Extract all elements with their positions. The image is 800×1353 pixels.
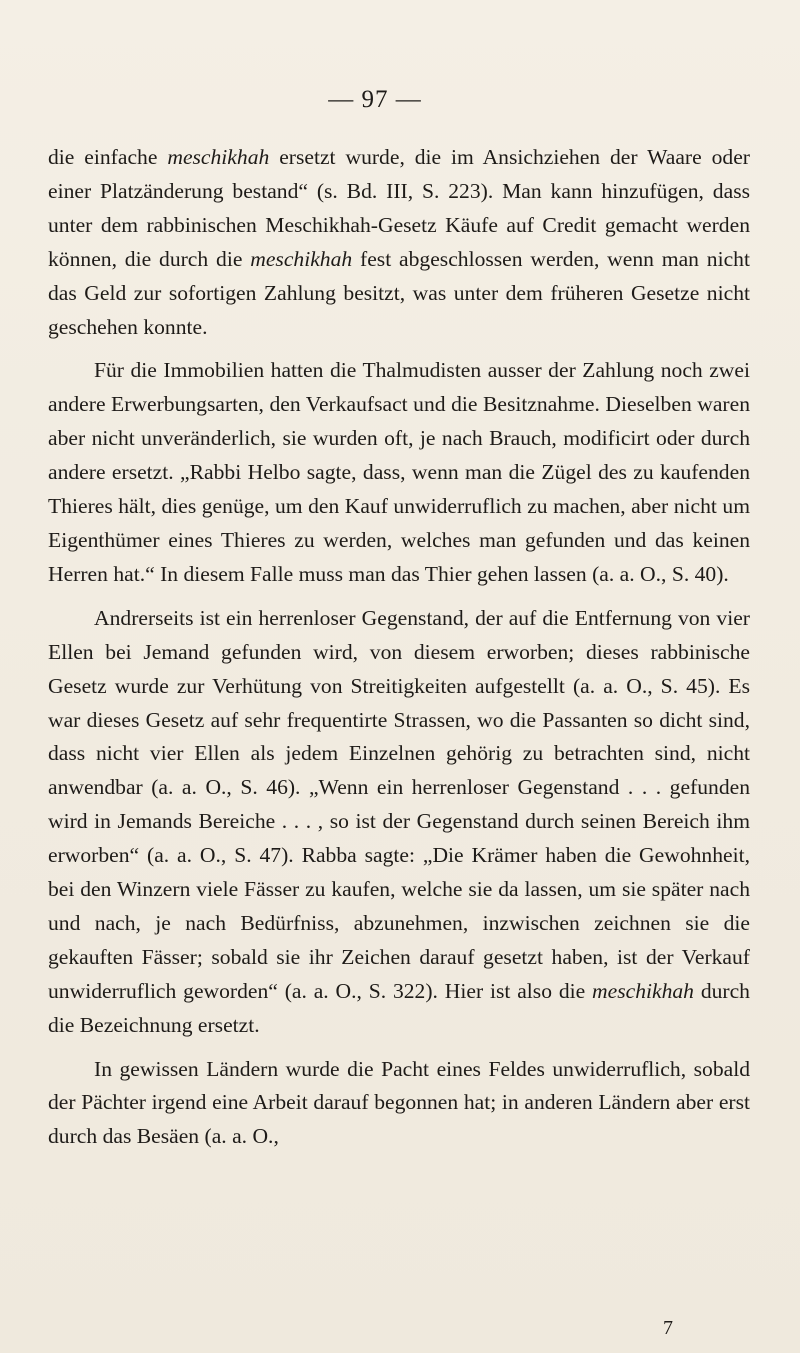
paragraph-2 (48, 354, 750, 591)
text-run: ersetzt wurde, die im Ansichziehen der Waare oder einer Platzänderung bestand“ (s. Bd. III, S. 223). Man kann hinzufügen, dass unter dem rabbinischen Meschikhah-Gesetz Käufe auf Credit gemacht werden können, die durch die (48, 145, 750, 271)
text-run: Für die Immobilien hatten die Thalmudisten ausser der Zahlung noch zwei andere Erwerbungsarten, den Verkaufsact und die Besitznahme. Dieselben waren aber nicht unveränderlich, sie wurden oft, je nach Brauch, modificirt oder durch andere ersetzt. „Rabbi Helbo sagte, dass, wenn man die Zügel des zu kaufenden Thieres hält, dies genüge, um den Kauf unwiderruflich zu machen, aber nicht um Eigenthümer eines Thieres zu werden, welches man gefunden und das keinen Herren hat.“ In diesem Falle muss man das Thier gehen lassen (a. a. O., S. 40). (48, 358, 750, 586)
body-text (48, 141, 750, 1154)
paragraph-4 (48, 1053, 750, 1155)
italic-term: meschikhah (250, 246, 353, 271)
signature-mark: 7 (663, 1317, 673, 1339)
page-number: — 97 — (328, 86, 422, 113)
italic-term: meschikhah (592, 978, 694, 1003)
text-run: Andrerseits ist ein herrenloser Gegenstand, der auf die Entfernung von vier Ellen bei Jemand gefunden wird, von diesem erworben; dieses rabbinische Gesetz wurde zur Verhütung von Streitigkeiten aufgestellt (a. a. O., S. 45). Es war dieses Gesetz auf sehr frequentirte Strassen, wo die Passanten so dicht sind, dass nicht vier Ellen als jedem Einzelnen gehörig zu betrachten sind, nicht anwendbar (a. a. O., S. 46). „Wenn ein herrenloser Gegenstand . . . gefunden wird in Jemands Bereiche . . . , so ist der Gegenstand durch seinen Bereich ihm erworben“ (a. a. O., S. 47). Rabba sagte: „Die Krämer haben die Gewohnheit, bei den Winzern viele Fässer zu kaufen, welche sie da lassen, um sie später nach und nach, je nach Bedürfniss, abzunehmen, inzwischen zeichnen sie die gekauften Fässer; sobald sie ihr Zeichen darauf gesetzt haben, ist der Verkauf unwiderruflich geworden“ (a. a. O., S. 322). Hier ist also die (48, 605, 750, 1003)
paragraph-3 (48, 602, 750, 1043)
text-run: fest abgeschlossen werden, wenn man nicht das Geld zur sofortigen Zahlung besitzt, was unter dem früheren Gesetze nicht geschehen konnte. (48, 246, 750, 339)
paragraph-1 (48, 141, 750, 344)
italic-term: meschikhah (167, 145, 270, 169)
text-run: In gewissen Ländern wurde die Pacht eines Feldes unwiderruflich, sobald der Pächter irgend eine Arbeit darauf begonnen hat; in anderen Ländern aber erst durch das Besäen (a. a. O., (48, 1056, 750, 1149)
text-run: durch die Bezeichnung ersetzt. (48, 978, 750, 1037)
text-run: die einfache (48, 145, 168, 169)
